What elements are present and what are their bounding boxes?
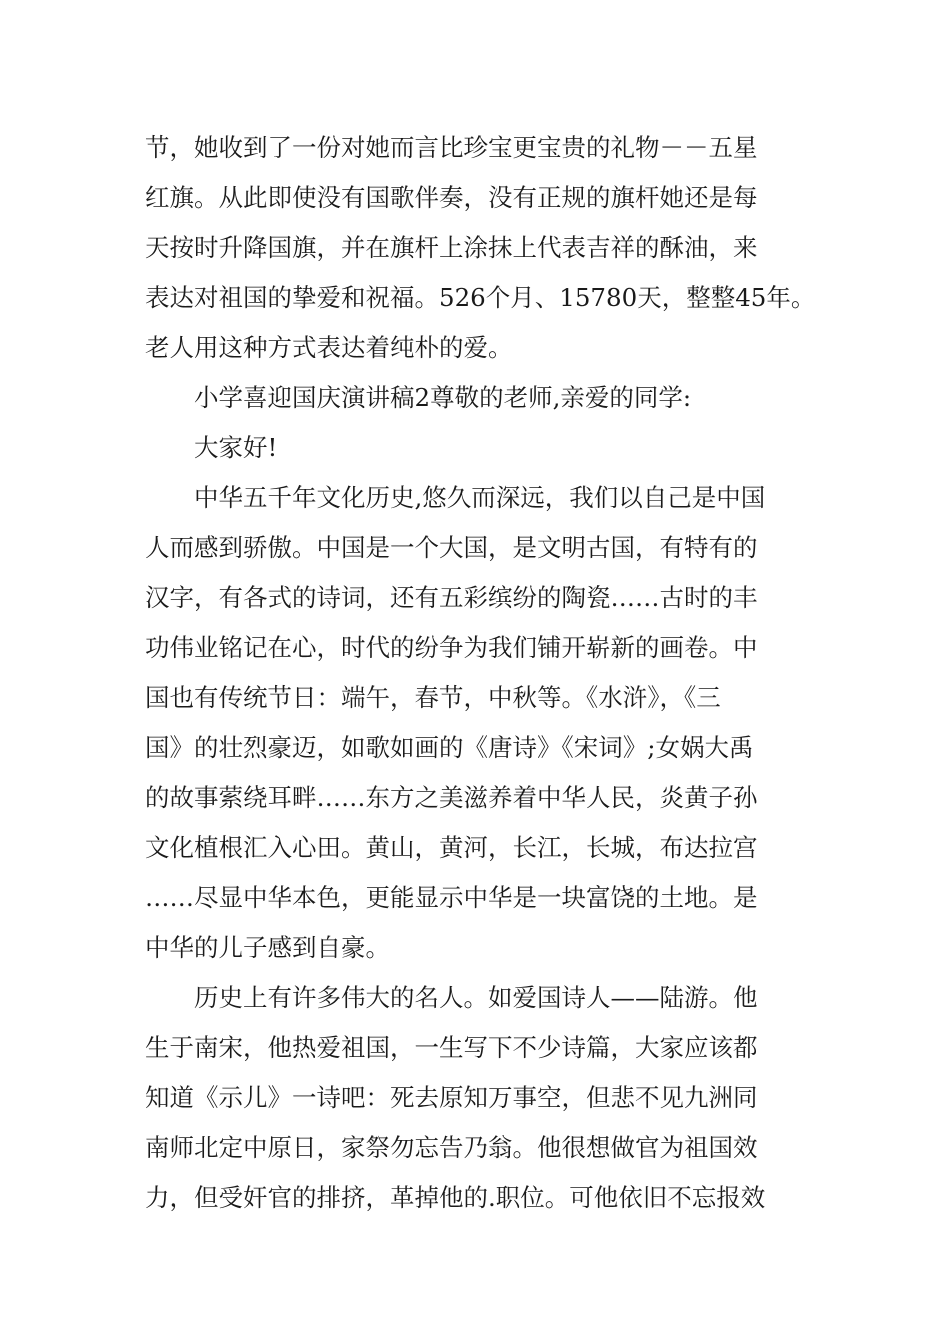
paragraph-line: 力，但受奸官的排挤，革掉他的.职位。可他依旧不忘报效	[145, 1183, 766, 1212]
paragraph-line: 知道《示儿》一诗吧：死去原知万事空，但悲不见九洲同	[145, 1083, 758, 1112]
paragraph-line: 中华的儿子感到自豪。	[145, 933, 390, 962]
paragraph-line: 节，她收到了一份对她而言比珍宝更宝贵的礼物－－五星	[145, 133, 758, 162]
paragraph-line: 南师北定中原日，家祭勿忘告乃翁。他很想做官为祖国效	[145, 1133, 758, 1162]
paragraph-line: 老人用这种方式表达着纯朴的爱。	[145, 333, 513, 362]
paragraph-line: 功伟业铭记在心，时代的纷争为我们铺开崭新的画卷。中	[145, 633, 758, 662]
paragraph-line: 的故事萦绕耳畔……东方之美滋养着中华人民，炎黄子孙	[145, 783, 758, 812]
paragraph-line: 国》的壮烈豪迈，如歌如画的《唐诗》《宋词》;女娲大禹	[145, 733, 754, 762]
paragraph-line: 天按时升降国旗，并在旗杆上涂抹上代表吉祥的酥油，来	[145, 233, 758, 262]
paragraph-line: 中华五千年文化历史,悠久而深远，我们以自己是中国	[194, 483, 766, 512]
paragraph-line: 汉字，有各式的诗词，还有五彩缤纷的陶瓷……古时的丰	[145, 583, 758, 612]
paragraph-line: 红旗。从此即使没有国歌伴奏，没有正规的旗杆她还是每	[145, 183, 758, 212]
paragraph-line: 国也有传统节日：端午，春节，中秋等。《水浒》，《三	[145, 683, 721, 712]
greeting-line: 大家好!	[194, 433, 278, 462]
paragraph-line: 历史上有许多伟大的名人。如爱国诗人——陆游。他	[194, 983, 758, 1012]
paragraph-line: 生于南宋，他热爱祖国，一生写下不少诗篇，大家应该都	[145, 1033, 758, 1062]
paragraph-line: 表达对祖国的挚爱和祝福。526个月、15780天，整整45年。	[145, 283, 816, 312]
paragraph-line: ……尽显中华本色，更能显示中华是一块富饶的土地。是	[145, 883, 758, 912]
paragraph-line: 文化植根汇入心田。黄山，黄河，长江，长城，布达拉宫	[145, 833, 758, 862]
speech-title-line: 小学喜迎国庆演讲稿2尊敬的老师,亲爱的同学:	[194, 383, 692, 412]
paragraph-line: 人而感到骄傲。中国是一个大国，是文明古国，有特有的	[145, 533, 758, 562]
